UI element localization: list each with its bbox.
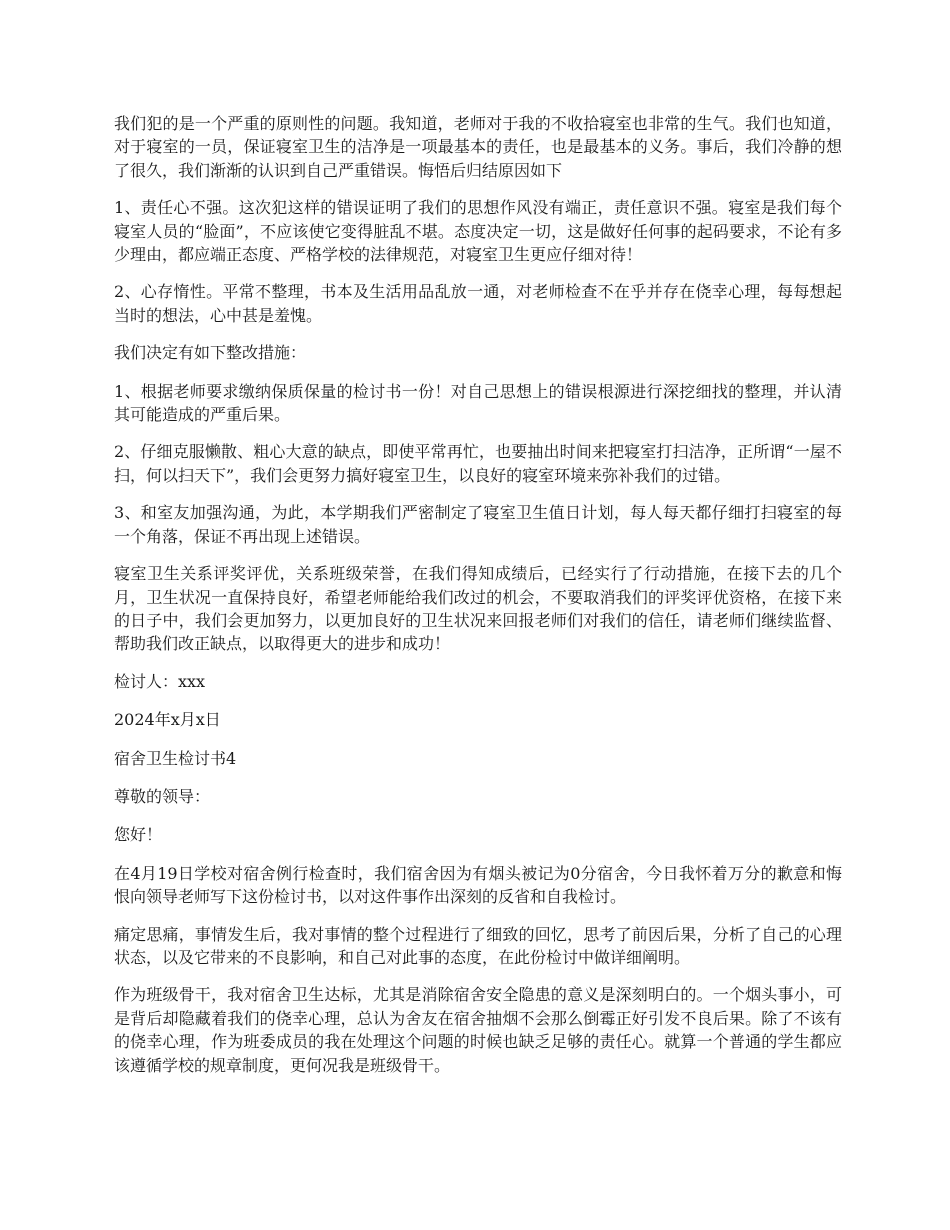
paragraph-conclusion: 寝室卫生关系评奖评优，关系班级荣誉，在我们得知成绩后，已经实行了行动措施，在接下去的几个月，卫生状况一直保持良好，希望老师能给我们改过的机会，不要取消我们的评奖评优资格，在接下来的日子中，我们会更加努力，以更加良好的卫生状况来回报老师们对我们的信任，请老师们继续监督、帮助我们改正缺点，以取得更大的进步和成功！ [114,564,842,654]
paragraph-reflection: 痛定思痛，事情发生后，我对事情的整个过程进行了细致的回忆，思考了前因后果，分析了自己的心理状态，以及它带来的不良影响，和自己对此事的态度，在此份检讨中做详细阐明。 [114,924,842,967]
paragraph-responsibility: 作为班级骨干，我对宿舍卫生达标，尤其是消除宿舍安全隐患的意义是深刻明白的。一个烟头事小，可是背后却隐藏着我们的侥幸心理，总认为舍友在宿舍抽烟不会那么倒霉正好引发不良后果。除了不该有的侥幸心理，作为班委成员的我在处理这个问题的时候也缺乏足够的责任心。就算一个普通的学生都应该遵循学校的规章制度，更何况我是班级骨干。 [114,985,842,1075]
signature-line: 检讨人：xxx [114,671,206,691]
paragraph-measure-3: 3、和室友加强沟通，为此，本学期我们严密制定了寝室卫生值日计划，每人每天都仔细打扫寝室的每一个角落，保证不再出现上述错误。 [114,503,842,546]
greeting: 您好！ [114,825,163,845]
paragraph-reason-2: 2、心存惰性。平常不整理，书本及生活用品乱放一通，对老师检查不在乎并存在侥幸心理，每每想起当时的想法，心中甚是羞愧。 [114,282,842,325]
section-title: 宿舍卫生检讨书4 [114,748,237,768]
paragraph-reason-1: 1、责任心不强。这次犯这样的错误证明了我们的思想作风没有端正，责任意识不强。寝室是我们每个寝室人员的“脸面”，不应该使它变得脏乱不堪。态度决定一切，这是做好任何事的起码要求，不论有多少理由，都应端正态度、严格学校的法律规范，对寝室卫生更应仔细对待！ [114,198,842,265]
paragraph-measure-1: 1、根据老师要求缴纳保质保量的检讨书一份！对自己思想上的错误根源进行深挖细找的整理，并认清其可能造成的严重后果。 [114,381,842,425]
paragraph-incident: 在4月19日学校对宿舍例行检查时，我们宿舍因为有烟头被记为0分宿舍，今日我怀着万分的歉意和悔恨向领导老师写下这份检讨书，以对这件事作出深刻的反省和自我检讨。 [114,863,842,907]
salutation: 尊敬的领导： [114,786,211,806]
paragraph-intro: 我们犯的是一个严重的原则性的问题。我知道，老师对于我的不收拾寝室也非常的生气。我们也知道，对于寝室的一员，保证寝室卫生的洁净是一项最基本的责任，也是最基本的义务。事后，我们冷静的想了很久，我们渐渐的认识到自己严重错误。悔悟后归结原因如下 [114,114,842,180]
date-line: 2024年x月x日 [114,710,221,730]
document-body [114,112,842,1091]
paragraph-measures-heading: 我们决定有如下整改措施： [114,343,307,363]
paragraph-measure-2: 2、仔细克服懒散、粗心大意的缺点，即使平常再忙，也要抽出时间来把寝室打扫洁净，正所谓“一屋不扫，何以扫天下”，我们会更努力搞好寝室卫生，以良好的寝室环境来弥补我们的过错。 [114,442,842,485]
